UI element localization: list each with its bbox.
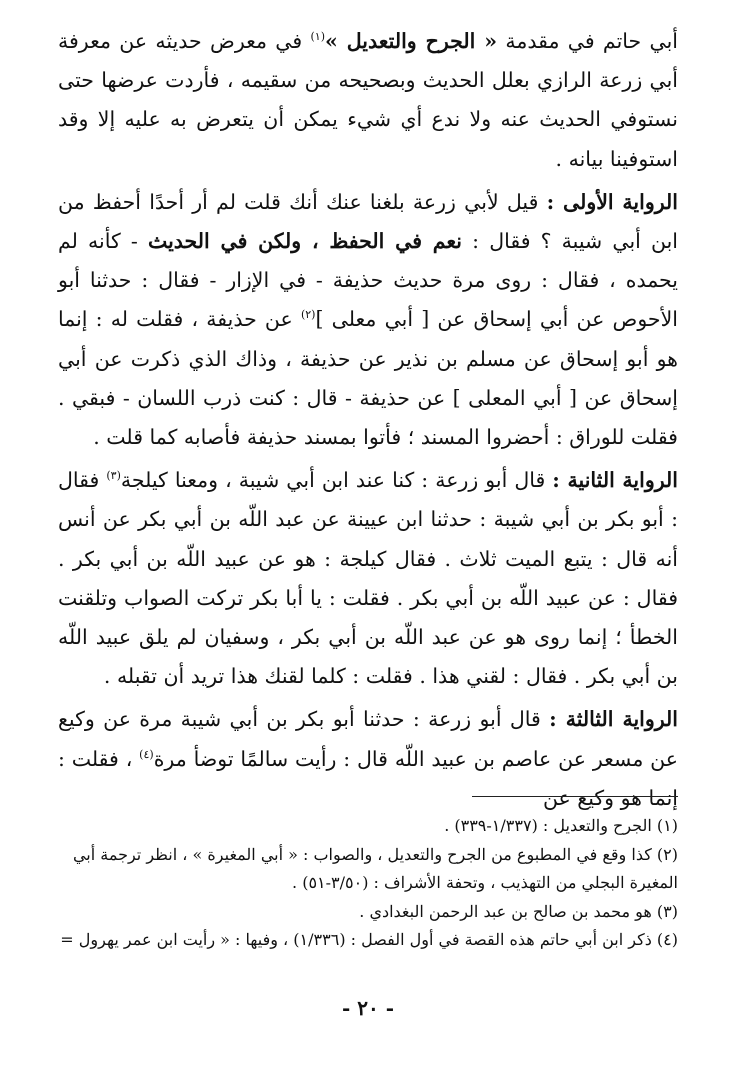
footnote-2: (٢) كذا وقع في المطبوع من الجرح والتعديل ، والصواب : « أبي المغيرة » ، انظر ترجمة أبي المغيرة البجلي من التهذيب ، وتحفة الأشراف : (٣/٥٠-٥١) . [72, 844, 678, 892]
footnote-separator [472, 796, 678, 797]
paragraph-first-narration [58, 183, 678, 457]
footnote-4: (٤) ذكر ابن أبي حاتم هذه القصة في أول الفصل : (١/٣٣٦) ، وفيها : « رأيت ابن عمر يهرول = [60, 930, 678, 949]
text-run: في معرض حديثه عن معرفة أبي زرعة الرازي بعلل الحديث وبصحيحه من سقيمه ، فأردت عرضها حتى نستوفي الحديث عنه ولا ندع أي شيء يمكن أن يتعرض به عليه إلا وقد استوفينا بيانه . [58, 29, 678, 171]
text-run: قيل لأبي زرعة بلغنا عنك أنك قلت لم أر أحدًا أحفظ من ابن أبي شيبة ؟ فقال : [58, 189, 679, 254]
bold-text-run: الرواية الثالثة : [549, 707, 679, 732]
bold-text-run: الرواية الثانية : [552, 468, 678, 493]
footnote-marker: (٣) [106, 469, 121, 483]
paragraph-second-narration [58, 461, 678, 696]
bold-text-run: نعم في الحفظ ، ولكن في الحديث [147, 229, 463, 254]
footnote-marker: (٢) [300, 308, 316, 322]
footnote-1: (١) الجرح والتعديل : (١/٣٣٧-٣٣٩) . [444, 816, 678, 835]
bold-text-run: « الجرح والتعديل » [325, 29, 498, 53]
text-run: قال أبو زرعة : حدثنا أبو بكر بن أبي شيبة مرة عن وكيع عن مسعر عن عاصم بن عبيد اللّه قال : رأيت سالمًا توضأ مرة [58, 707, 678, 771]
page-number: - ٢٠ - [341, 996, 394, 1020]
text-run: قال أبو زرعة : كنا عند ابن أبي شيبة ، ومعنا كيلجة [120, 468, 553, 493]
text-run: عن حذيفة ، فقلت له : إنما هو أبو إسحاق عن مسلم بن نذير عن حذيفة ، وذاك الذي ذكرت عن أبي إسحاق عن [ أبي المعلى ] عن حذيفة - قال : كنت ذرب اللسان - فبقي . فقلت للوراق : أحضروا المسند ؛ فأتوا بمسند حذيفة فأصابه كما قلت . [58, 307, 678, 450]
paragraph-intro [58, 22, 678, 179]
text-run: فقال : أبو بكر بن أبي شيبة : حدثنا ابن عيينة عن عبد اللّه بن أبي بكر عن أنس أنه قال : يتبع الميت ثلاث . فقال كيلجة : هو عن عبيد اللّه بن أبي بكر . فقال : عن عبيد اللّه بن أبي بكر . فقلت : يا أبا بكر تركت الصواب وتلقنت الخطأ ؛ إنما روى هو عن عبد اللّه بن أبي بكر ، وسفيان لم يلق عبيد اللّه بن أبي بكر . فقال : لقني هذا . فقلت : كلما لقنك هذا تريد أن تقبله . [58, 468, 678, 689]
footnote-3: (٣) هو محمد بن صالح بن عبد الرحمن البغدادي . [359, 901, 678, 921]
text-run: ، فقلت : إنما هو وكيع عن [58, 746, 678, 810]
main-text [58, 22, 678, 818]
bold-text-run: الرواية الأولى : [546, 189, 678, 214]
paragraph-third-narration [58, 700, 678, 818]
footnote-marker: (٤) [139, 747, 154, 761]
text-run: - كأنه لم يحمده ، فقال : روى مرة حديث حذيفة - في الإزار - فقال : حدثنا أبو الأحوص عن أبي إسحاق عن [ أبي معلى ] [58, 229, 678, 332]
footnotes [58, 812, 678, 955]
footnote-marker: (١) [310, 30, 326, 44]
text-run: أبي حاتم في مقدمة [497, 29, 678, 53]
